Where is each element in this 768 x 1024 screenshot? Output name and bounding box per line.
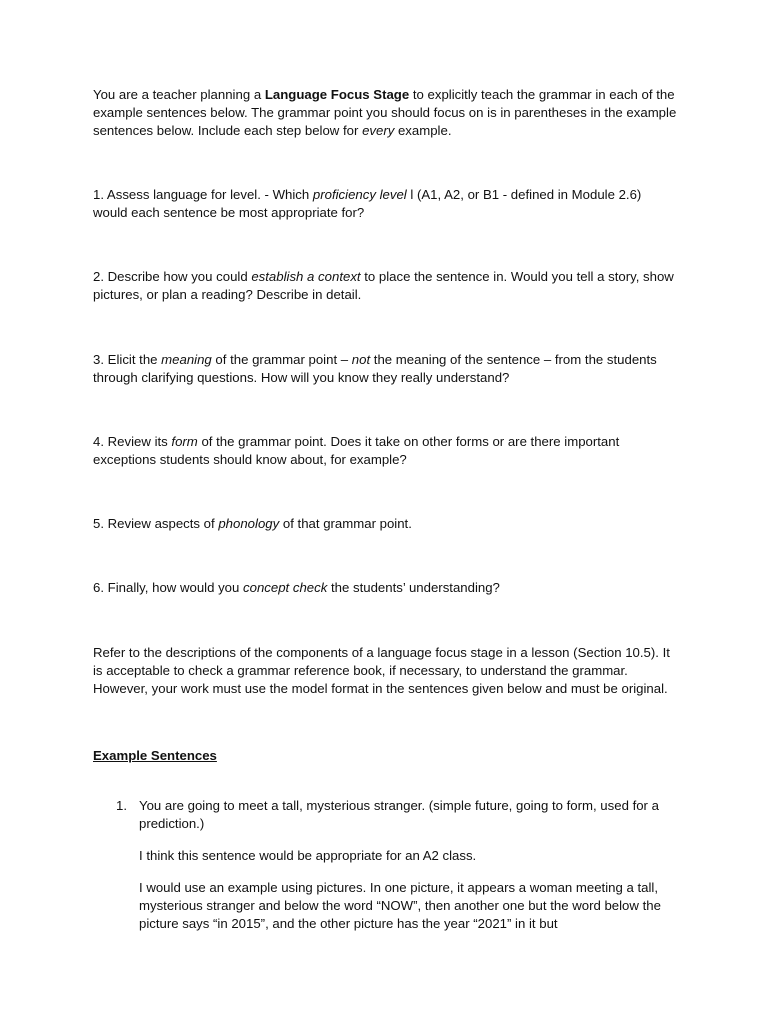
step-text: 3. Elicit the: [93, 352, 162, 367]
step-italic-term: not: [351, 352, 371, 367]
step-text: to place the sentence in. Would you tell a story, show pictures, or plan a reading? Describe in detail.: [93, 269, 674, 302]
step-1: [93, 186, 678, 222]
step-italic-term: meaning: [161, 352, 212, 367]
intro-italic-term: every: [362, 123, 395, 138]
example-1-number: 1.: [116, 798, 127, 813]
example-1-sentence: You are going to meet a tall, mysterious stranger. (simple future, going to form, used for a prediction.): [139, 798, 659, 831]
step-text: of that grammar point.: [279, 516, 412, 531]
step-italic-term: phonology: [218, 516, 280, 531]
step-text: 4. Review its: [93, 434, 172, 449]
step-3: [93, 351, 678, 387]
step-italic-term: proficiency level: [312, 187, 407, 202]
step-text: of the grammar point. Does it take on other forms or are there important exceptions students should know about, for example?: [93, 434, 620, 467]
example-sentences-heading: Example Sentences: [93, 748, 217, 763]
intro-text: example.: [394, 123, 452, 138]
step-6: [93, 579, 678, 597]
step-text: the meaning of the sentence – from the students through clarifying questions. How will you know they really understand?: [93, 352, 657, 385]
refer-paragraph: Refer to the descriptions of the components of a language focus stage in a lesson (Section 10.5). It is acceptable to check a grammar reference book, if necessary, to understand the grammar. However, your work must use the model format in the sentences given below and must be original.: [93, 645, 670, 696]
step-text: of the grammar point –: [211, 352, 352, 367]
step-text: 6. Finally, how would you: [93, 580, 244, 595]
step-text: 5. Review aspects of: [93, 516, 219, 531]
intro-text: You are a teacher planning a: [93, 87, 265, 102]
intro-paragraph: [93, 86, 678, 140]
step-italic-term: concept check: [243, 580, 328, 595]
step-4: [93, 433, 678, 469]
step-text: 2. Describe how you could: [93, 269, 252, 284]
step-italic-term: establish a context: [251, 269, 361, 284]
step-2: [93, 268, 678, 304]
intro-bold-term: Language Focus Stage: [264, 87, 410, 102]
step-text: l (A1, A2, or B1 - defined in Module 2.6) would each sentence be most appropriate for?: [93, 187, 642, 220]
example-1-context-answer: I would use an example using pictures. In one picture, it appears a woman meeting a tall, mysterious stranger and below the word “NOW”, then another one but the word below the picture says “in 2015”, and the other picture has the year “2021” in it but: [139, 880, 661, 931]
step-text: 1. Assess language for level. - Which: [93, 187, 313, 202]
step-italic-term: form: [171, 434, 198, 449]
intro-text: to explicitly teach the grammar in each of the example sentences below. The grammar point you should focus on is in parentheses in the example sentences below. Include each step below for: [93, 87, 677, 138]
example-1-level-answer: I think this sentence would be appropriate for an A2 class.: [139, 848, 477, 863]
step-5: [93, 515, 678, 533]
step-text: the students’ understanding?: [327, 580, 500, 595]
